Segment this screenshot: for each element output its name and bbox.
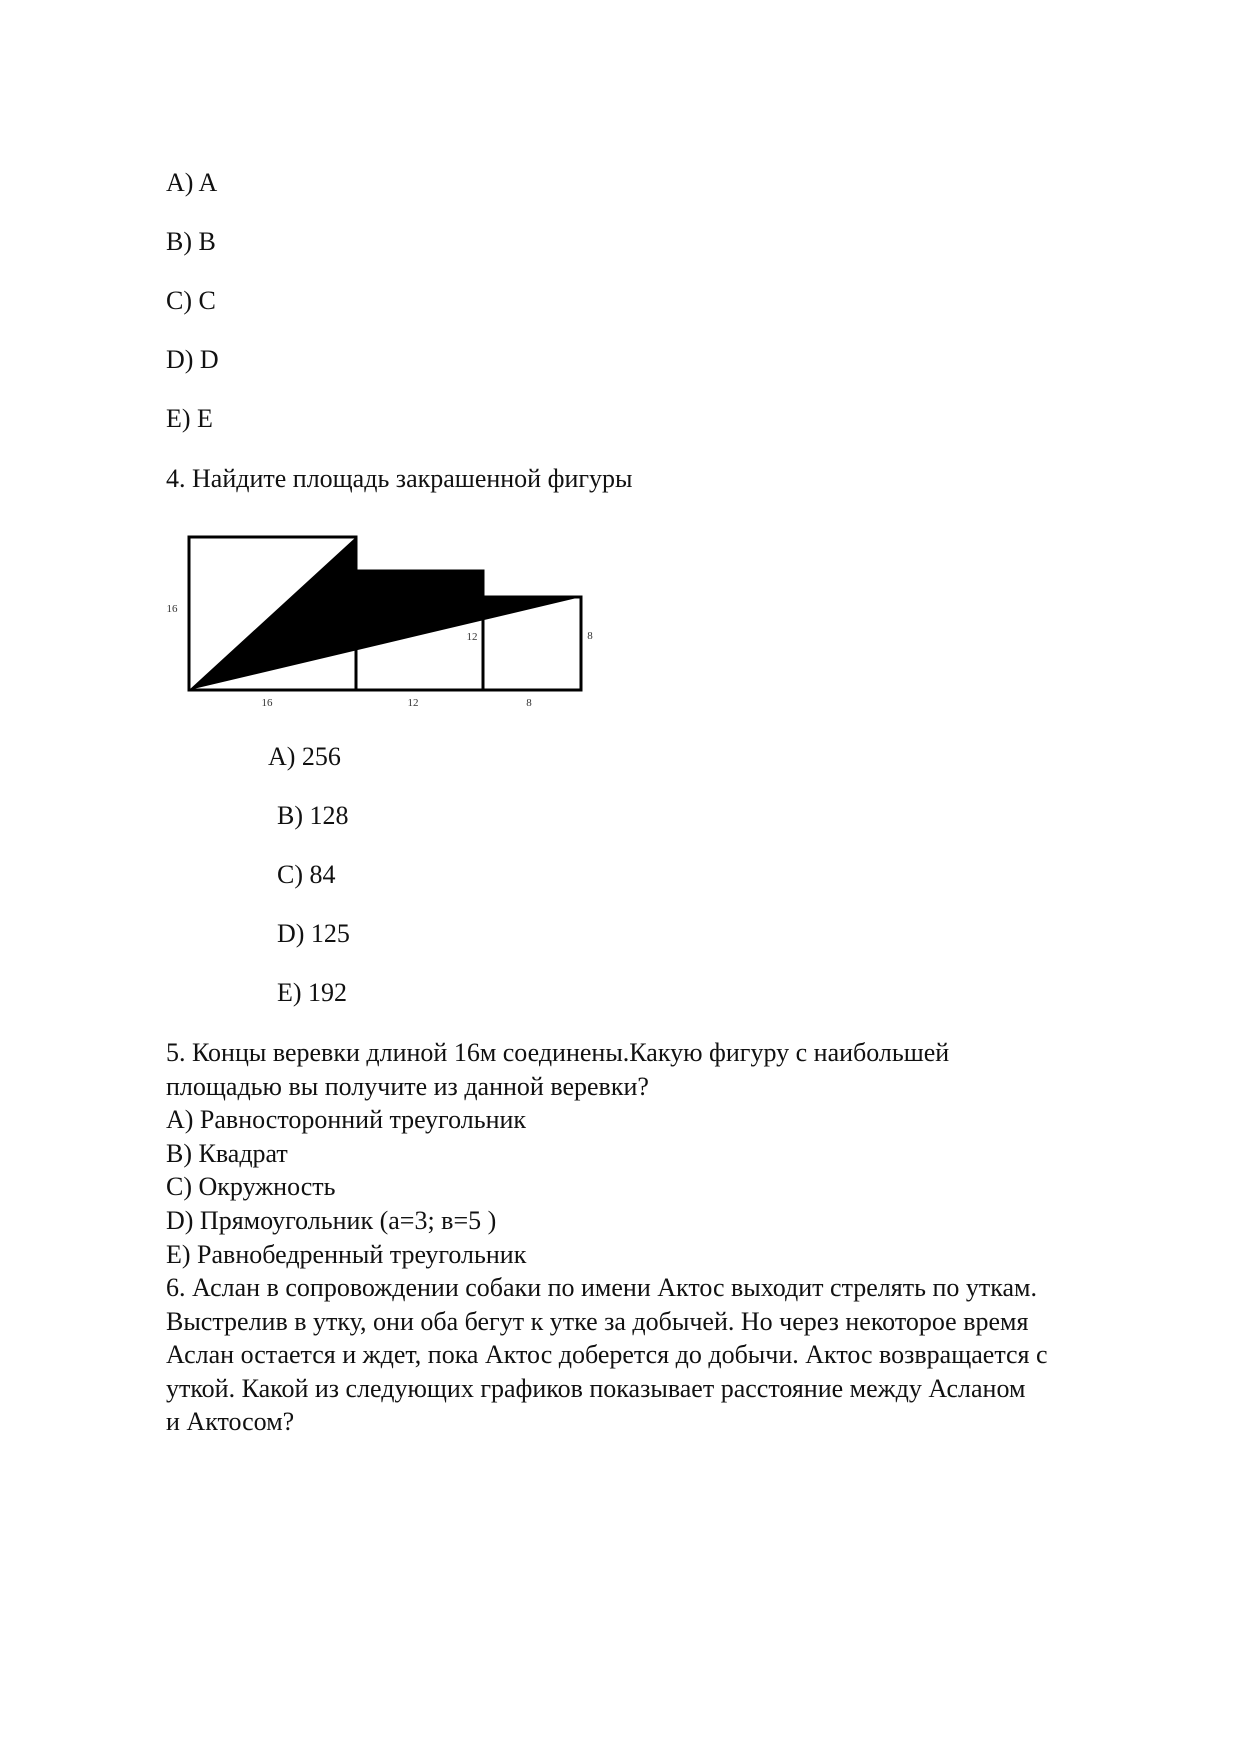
q3-option-b: B) B	[166, 227, 216, 256]
q3-option-a: A) A	[166, 168, 218, 197]
q4-question: 4. Найдите площадь закрашенной фигуры	[166, 464, 633, 493]
q4-option-a: A) 256	[268, 742, 341, 771]
q6-line-2: Выстрелив в утку, они оба бегут к утке за добычей. Но через некоторое время	[166, 1306, 1029, 1336]
label-bottom-1: 16	[261, 697, 273, 709]
label-bottom-3: 8	[526, 697, 532, 709]
q5-option-c: C) Окружность	[166, 1172, 336, 1202]
q5-option-d: D) Прямоугольник (а=3; в=5 )	[166, 1205, 497, 1235]
label-right-height: 8	[587, 630, 593, 642]
q6-line-3: Аслан остается и ждет, пока Актос доберется до добычи. Актос возвращается с	[166, 1340, 1048, 1370]
q6-block	[166, 1271, 1166, 1439]
q4-option-d: D) 125	[277, 919, 350, 948]
q5-block	[166, 1036, 1166, 1271]
q4-shaded-figure	[160, 520, 600, 720]
q5-option-a: A) Равносторонний треугольник	[166, 1105, 527, 1135]
q6-line-4: уткой. Какой из следующих графиков показывает расстояние между Асланом	[166, 1373, 1026, 1403]
q5-question-line-2: площадью вы получите из данной веревки?	[166, 1071, 649, 1101]
shaded-region	[189, 537, 581, 690]
q4-option-c: C) 84	[277, 860, 336, 889]
q6-line-1: 6. Аслан в сопровождении собаки по имени Актос выходит стрелять по уткам.	[166, 1273, 1037, 1302]
q5-question-line-1: 5. Концы веревки длиной 16м соединены.Какую фигуру с наибольшей	[166, 1038, 950, 1067]
label-step: 12	[466, 631, 478, 643]
q3-option-e: E) E	[166, 404, 213, 433]
label-left-height: 16	[166, 603, 178, 615]
q3-option-c: C) C	[166, 286, 216, 315]
q5-option-e: E) Равнобедренный треугольник	[166, 1239, 527, 1269]
q6-line-5: и Актосом?	[166, 1407, 295, 1437]
q4-option-e: E) 192	[277, 978, 348, 1007]
q5-option-b: B) Квадрат	[166, 1138, 288, 1168]
q4-option-b: B) 128	[277, 801, 349, 830]
label-bottom-2: 12	[407, 697, 419, 709]
q3-option-d: D) D	[166, 345, 219, 374]
